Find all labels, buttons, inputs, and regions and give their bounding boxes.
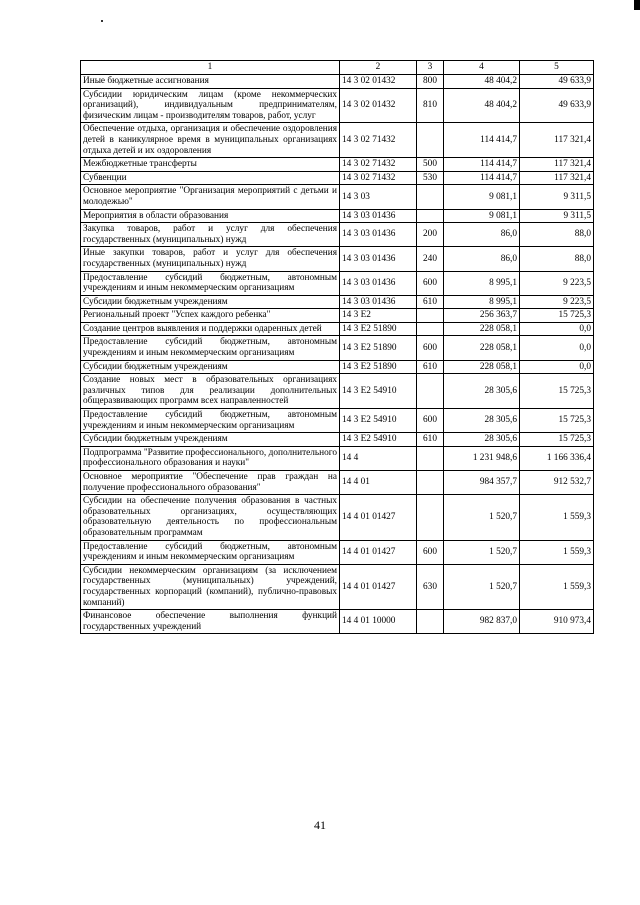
table-row: [81, 322, 594, 336]
row-expense-type: 630: [417, 564, 444, 609]
row-name: Предоставление субсидий бюджетным, автономным учреждениям и иным некоммерческим организациям: [81, 336, 340, 360]
table-row: [81, 309, 594, 323]
row-code: 14 3 02 01432: [340, 75, 417, 89]
row-amount-col4: 1 520,7: [444, 495, 520, 540]
row-amount-col5: 0,0: [520, 322, 594, 336]
row-amount-col5: 0,0: [520, 360, 594, 374]
row-name: Закупка товаров, работ и услуг для обеспечения государственных (муниципальных) нужд: [81, 223, 340, 247]
scan-dot-mark: [101, 20, 103, 22]
row-name: Региональный проект "Успех каждого ребенка": [81, 309, 340, 323]
row-expense-type: 600: [417, 336, 444, 360]
row-amount-col5: 117 321,4: [520, 123, 594, 158]
row-amount-col5: 9 223,5: [520, 271, 594, 295]
row-expense-type: [417, 185, 444, 209]
table-row: [81, 123, 594, 158]
table-row: [81, 223, 594, 247]
header-col-4: 4: [444, 61, 520, 75]
row-amount-col4: 1 231 948,6: [444, 446, 520, 470]
row-code: 14 3 02 71432: [340, 171, 417, 185]
row-expense-type: 600: [417, 409, 444, 433]
row-amount-col5: 910 973,4: [520, 610, 594, 634]
table-row: [81, 247, 594, 271]
row-amount-col5: 15 725,3: [520, 409, 594, 433]
scan-corner-mark: [634, 0, 640, 10]
row-code: 14 3 E2: [340, 309, 417, 323]
row-name: Предоставление субсидий бюджетным, автономным учреждениям и иным некоммерческим организациям: [81, 409, 340, 433]
row-name: Субсидии на обеспечение получения образования в частных образовательных организациях, осуществляющих образовательную деятельность по профессиональным образовательным программам: [81, 495, 340, 540]
row-name: Предоставление субсидий бюджетным, автономным учреждениям и иным некоммерческим организациям: [81, 540, 340, 564]
row-amount-col4: 984 357,7: [444, 471, 520, 495]
row-amount-col5: 15 725,3: [520, 309, 594, 323]
row-amount-col5: 88,0: [520, 247, 594, 271]
row-expense-type: 610: [417, 360, 444, 374]
row-amount-col4: 1 520,7: [444, 564, 520, 609]
row-code: 14 3 03 01436: [340, 295, 417, 309]
row-code: 14 3 03: [340, 185, 417, 209]
row-name: Иные закупки товаров, работ и услуг для обеспечения государственных (муниципальных) нужд: [81, 247, 340, 271]
row-code: 14 4: [340, 446, 417, 470]
table-row: [81, 295, 594, 309]
row-amount-col4: 114 414,7: [444, 171, 520, 185]
table-row: [81, 409, 594, 433]
table-row: [81, 471, 594, 495]
row-amount-col4: 8 995,1: [444, 295, 520, 309]
row-expense-type: 200: [417, 223, 444, 247]
row-name: Мероприятия в области образования: [81, 209, 340, 223]
row-amount-col4: 48 404,2: [444, 88, 520, 123]
row-code: 14 3 02 71432: [340, 123, 417, 158]
row-expense-type: [417, 446, 444, 470]
row-expense-type: [417, 471, 444, 495]
row-amount-col4: 8 995,1: [444, 271, 520, 295]
row-code: 14 3 03 01436: [340, 271, 417, 295]
row-name: Финансовое обеспечение выполнения функций государственных учреждений: [81, 610, 340, 634]
header-col-2: 2: [340, 61, 417, 75]
row-expense-type: 610: [417, 295, 444, 309]
row-expense-type: 610: [417, 433, 444, 447]
row-expense-type: 530: [417, 171, 444, 185]
row-code: 14 3 E2 51890: [340, 336, 417, 360]
row-amount-col5: 117 321,4: [520, 171, 594, 185]
row-name: Обеспечение отдыха, организация и обеспечение оздоровления детей в каникулярное время в муниципальных организациях отдыха детей и их оздоровления: [81, 123, 340, 158]
row-amount-col5: 88,0: [520, 223, 594, 247]
row-amount-col4: 228 058,1: [444, 336, 520, 360]
header-col-5: 5: [520, 61, 594, 75]
budget-table: [80, 60, 594, 634]
header-row: [81, 61, 594, 75]
table-row: [81, 446, 594, 470]
row-amount-col5: 9 311,5: [520, 185, 594, 209]
row-amount-col5: 9 311,5: [520, 209, 594, 223]
table-row: [81, 209, 594, 223]
row-amount-col5: 9 223,5: [520, 295, 594, 309]
row-name: Субсидии бюджетным учреждениям: [81, 433, 340, 447]
row-code: 14 4 01: [340, 471, 417, 495]
row-name: Субсидии юридическим лицам (кроме некоммерческих организаций), индивидуальным предпринимателям, физическим лицам - производителям товаров, работ, услуг: [81, 88, 340, 123]
row-amount-col4: 9 081,1: [444, 209, 520, 223]
row-code: 14 3 02 01432: [340, 88, 417, 123]
table-row: [81, 564, 594, 609]
row-amount-col5: 912 532,7: [520, 471, 594, 495]
row-expense-type: 240: [417, 247, 444, 271]
row-amount-col4: 256 363,7: [444, 309, 520, 323]
row-code: 14 4 01 01427: [340, 540, 417, 564]
row-name: Основное мероприятие "Обеспечение прав граждан на получение профессионального образования": [81, 471, 340, 495]
row-code: 14 4 01 01427: [340, 495, 417, 540]
row-amount-col5: 1 559,3: [520, 564, 594, 609]
row-code: 14 3 03 01436: [340, 247, 417, 271]
row-amount-col4: 28 305,6: [444, 374, 520, 409]
row-amount-col4: 228 058,1: [444, 322, 520, 336]
table-row: [81, 336, 594, 360]
table-row: [81, 158, 594, 172]
row-code: 14 4 01 01427: [340, 564, 417, 609]
row-amount-col4: 114 414,7: [444, 158, 520, 172]
table-row: [81, 540, 594, 564]
row-name: Создание центров выявления и поддержки одаренных детей: [81, 322, 340, 336]
row-name: Подпрограмма "Развитие профессионального, дополнительного профессионального образования и науки": [81, 446, 340, 470]
row-code: 14 3 E2 54910: [340, 433, 417, 447]
row-expense-type: [417, 610, 444, 634]
row-code: 14 4 01 10000: [340, 610, 417, 634]
row-amount-col5: 0,0: [520, 336, 594, 360]
row-name: Субсидии бюджетным учреждениям: [81, 295, 340, 309]
table-row: [81, 610, 594, 634]
header-col-1: 1: [81, 61, 340, 75]
row-amount-col4: 982 837,0: [444, 610, 520, 634]
row-name: Предоставление субсидий бюджетным, автономным учреждениям и иным некоммерческим организациям: [81, 271, 340, 295]
row-name: Основное мероприятие "Организация мероприятий с детьми и молодежью": [81, 185, 340, 209]
row-name: Иные бюджетные ассигнования: [81, 75, 340, 89]
row-amount-col4: 86,0: [444, 247, 520, 271]
page-number: 41: [314, 818, 326, 832]
row-code: 14 3 E2 54910: [340, 409, 417, 433]
table-row: [81, 185, 594, 209]
row-amount-col4: 9 081,1: [444, 185, 520, 209]
table-row: [81, 374, 594, 409]
table-row: [81, 433, 594, 447]
row-name: Субвенции: [81, 171, 340, 185]
row-name: Субсидии некоммерческим организациям (за исключением государственных (муниципальных) учреждений, государственных корпораций (компаний), публично-правовых компаний): [81, 564, 340, 609]
row-amount-col5: 1 559,3: [520, 540, 594, 564]
row-amount-col4: 86,0: [444, 223, 520, 247]
row-amount-col4: 228 058,1: [444, 360, 520, 374]
row-expense-type: 500: [417, 158, 444, 172]
row-name: Субсидии бюджетным учреждениям: [81, 360, 340, 374]
row-expense-type: [417, 123, 444, 158]
row-code: 14 3 E2 51890: [340, 360, 417, 374]
row-code: 14 3 02 71432: [340, 158, 417, 172]
row-name: Создание новых мест в образовательных организациях различных типов для реализации дополнительных общеразвивающих программ всех направленностей: [81, 374, 340, 409]
table-row: [81, 271, 594, 295]
row-expense-type: 600: [417, 540, 444, 564]
row-amount-col4: 1 520,7: [444, 540, 520, 564]
row-amount-col4: 28 305,6: [444, 433, 520, 447]
row-expense-type: [417, 374, 444, 409]
row-expense-type: 810: [417, 88, 444, 123]
table-row: [81, 75, 594, 89]
row-code: 14 3 03 01436: [340, 209, 417, 223]
row-code: 14 3 E2 54910: [340, 374, 417, 409]
row-amount-col5: 1 559,3: [520, 495, 594, 540]
row-amount-col4: 48 404,2: [444, 75, 520, 89]
row-amount-col5: 49 633,9: [520, 88, 594, 123]
row-amount-col5: 117 321,4: [520, 158, 594, 172]
row-code: 14 3 E2 51890: [340, 322, 417, 336]
row-amount-col5: 15 725,3: [520, 433, 594, 447]
header-col-3: 3: [417, 61, 444, 75]
row-expense-type: [417, 495, 444, 540]
row-code: 14 3 03 01436: [340, 223, 417, 247]
row-expense-type: [417, 209, 444, 223]
table-row: [81, 171, 594, 185]
table-row: [81, 360, 594, 374]
row-amount-col5: 49 633,9: [520, 75, 594, 89]
table-row: [81, 88, 594, 123]
row-expense-type: 600: [417, 271, 444, 295]
row-expense-type: 800: [417, 75, 444, 89]
row-amount-col4: 114 414,7: [444, 123, 520, 158]
row-amount-col5: 1 166 336,4: [520, 446, 594, 470]
row-name: Межбюджетные трансферты: [81, 158, 340, 172]
row-expense-type: [417, 309, 444, 323]
table-row: [81, 495, 594, 540]
row-amount-col4: 28 305,6: [444, 409, 520, 433]
row-amount-col5: 15 725,3: [520, 374, 594, 409]
row-expense-type: [417, 322, 444, 336]
